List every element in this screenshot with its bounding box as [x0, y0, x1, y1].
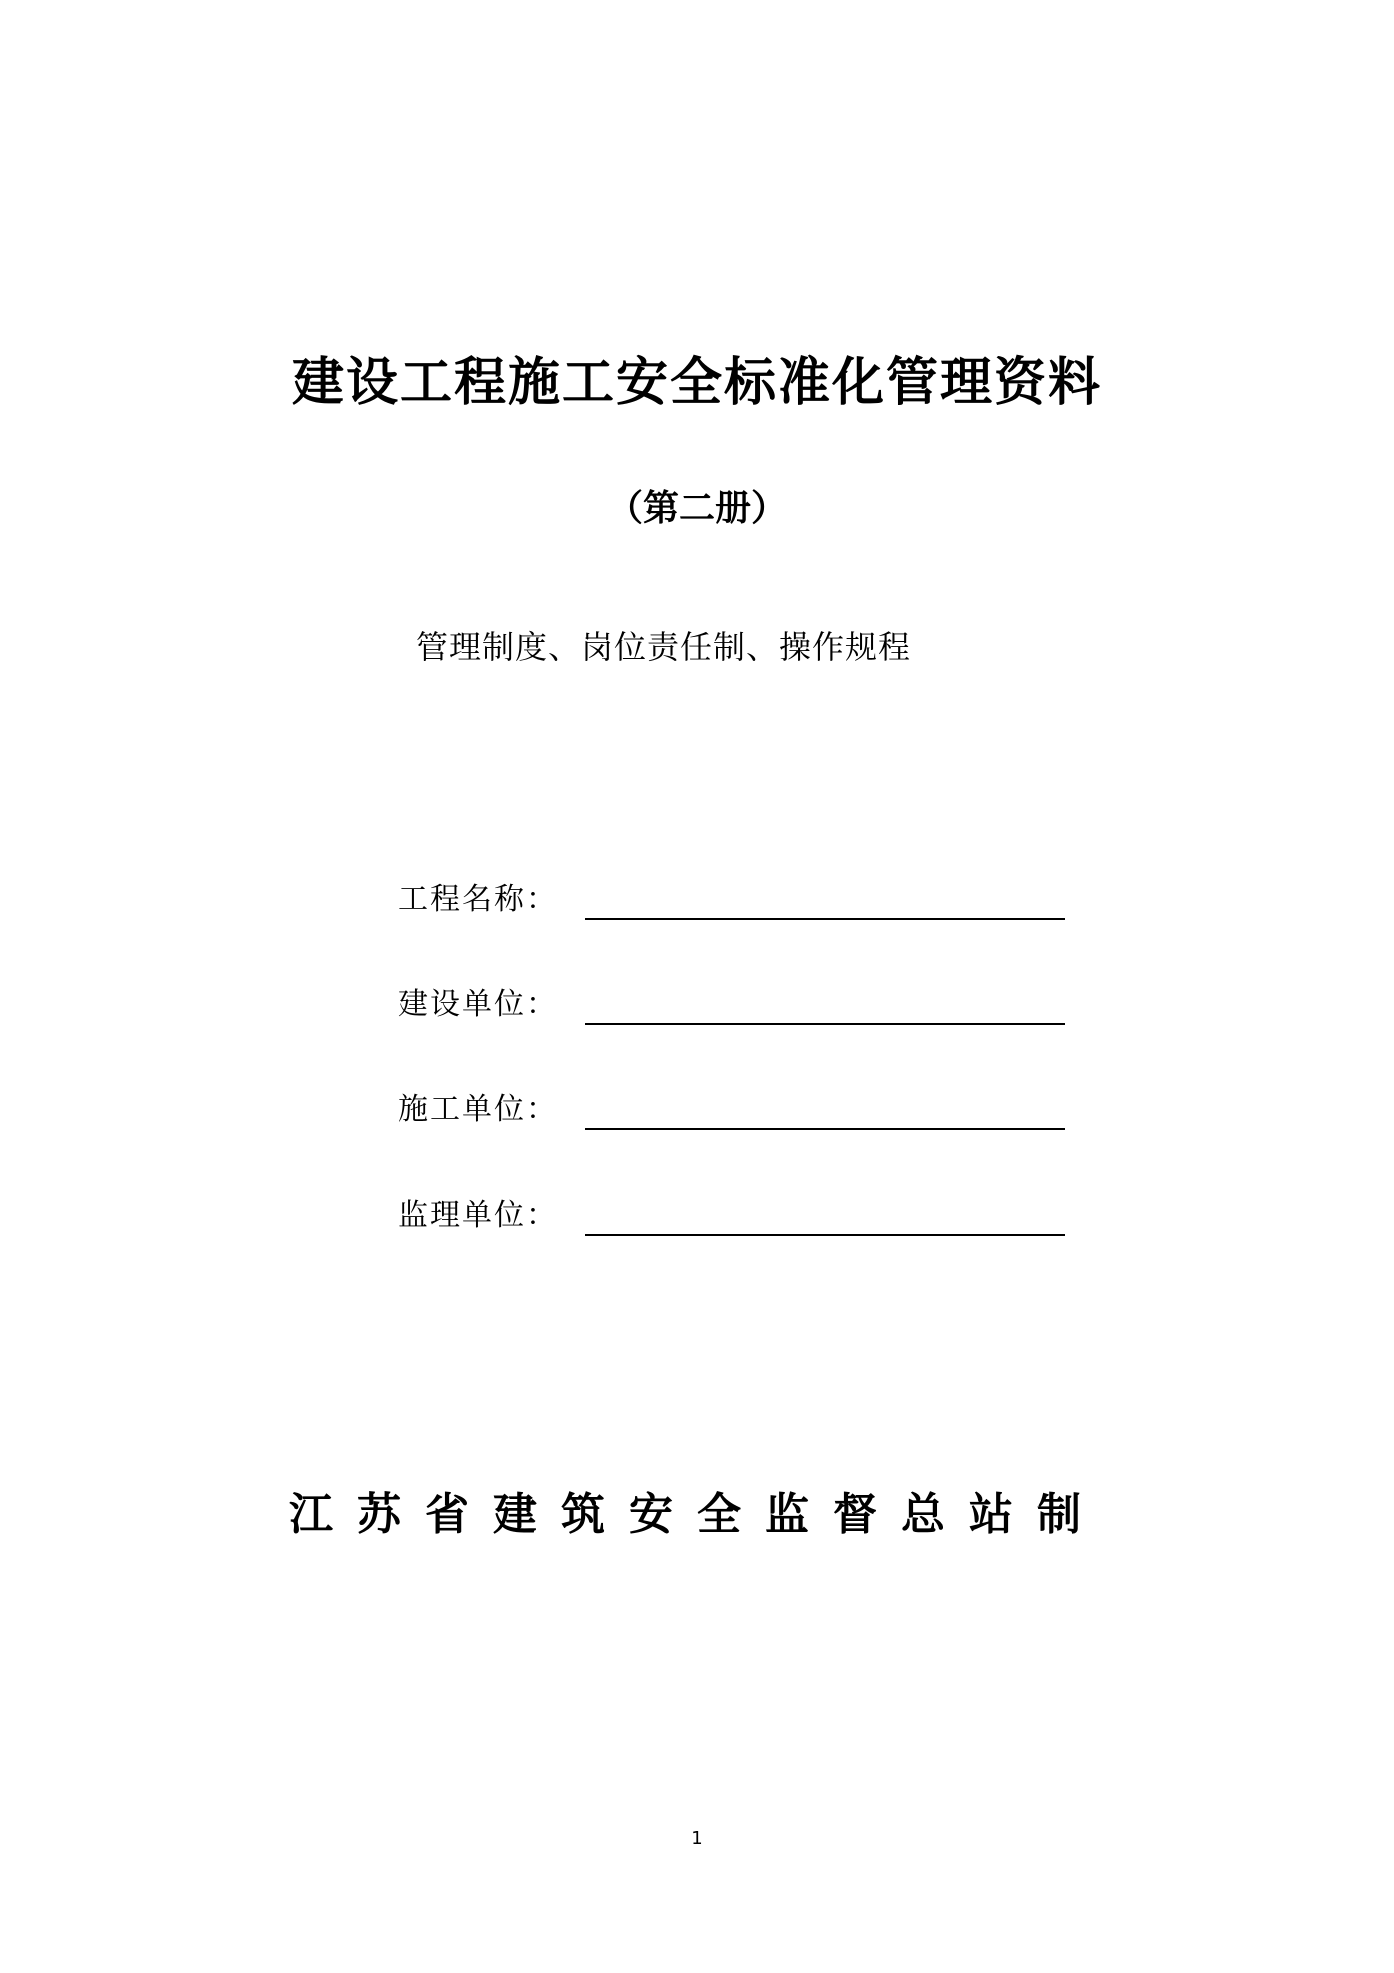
contractor-blank-line: [585, 1128, 1065, 1130]
project-name-field: [398, 880, 1078, 924]
issuer-line: 江苏省建筑安全监督总站制: [289, 1489, 1105, 1540]
contractor-field: [398, 1090, 1078, 1134]
construction-owner-blank-line: [585, 1023, 1065, 1025]
project-name-label: 工程名称：: [398, 882, 558, 917]
supervisor-blank-line: [585, 1234, 1065, 1236]
supervisor-label: 监理单位：: [398, 1198, 558, 1233]
page-number: 1: [691, 1828, 703, 1849]
volume-label: （第二册）: [606, 488, 787, 529]
contractor-label: 施工单位：: [398, 1092, 558, 1127]
supervisor-field: [398, 1196, 1078, 1240]
construction-owner-label: 建设单位：: [398, 987, 558, 1022]
construction-owner-field: [398, 985, 1078, 1029]
project-name-blank-line: [585, 918, 1065, 920]
document-subtitle: 管理制度、岗位责任制、操作规程: [416, 628, 912, 666]
document-title: 建设工程施工安全标准化管理资料: [291, 353, 1102, 413]
